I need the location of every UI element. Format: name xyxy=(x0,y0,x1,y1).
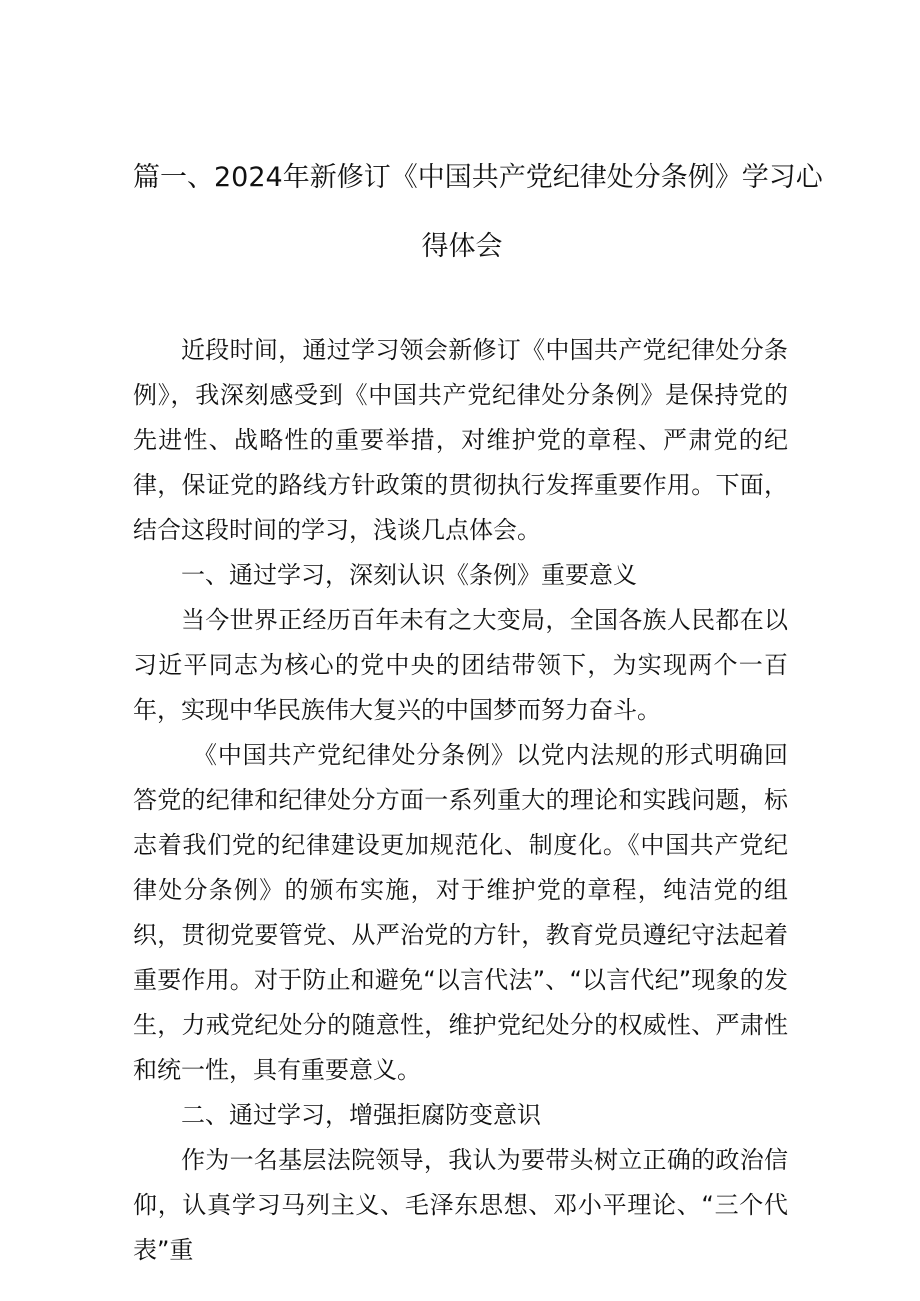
section-heading-1: 一、通过学习，深刻认识《条例》重要意义 xyxy=(181,561,637,589)
paragraph-section1-b: 《中国共产党纪律处分条例》以党内法规的形式明确回答党的纪律和纪律处分方面一系列重大的理论和实践问题，标志着我们党的纪律建设更加规范化、制度化。《中国共产党纪律处分条例》的颁布实施，对于维护党的章程，纯洁党的组织，贯彻党要管党、从严治党的方针，教育党员遵纪守法起着重要作用。对于防止和避免“以言代法”、“以言代纪”现象的发生，力戒党纪处分的随意性，维护党纪处分的权威性、严肃性和统一性，具有重要意义。 xyxy=(133,741,788,1084)
document-title-line-2: 得体会 xyxy=(421,231,503,262)
paragraph-section2-a: 作为一名基层法院领导，我认为要带头树立正确的政治信仰，认真学习马列主义、毛泽东思想、邓小平理论、“三个代表”重 xyxy=(133,1146,788,1264)
paragraph-section1-a: 当今世界正经历百年未有之大变局，全国各族人民都在以习近平同志为核心的党中央的团结带领下，为实现两个一百年，实现中华民族伟大复兴的中国梦而努力奋斗。 xyxy=(133,606,788,724)
paragraph-intro: 近段时间，通过学习领会新修订《中国共产党纪律处分条例》，我深刻感受到《中国共产党纪律处分条例》是保持党的先进性、战略性的重要举措，对维护党的章程、严肃党的纪律，保证党的路线方针政策的贯彻执行发挥重要作用。下面，结合这段时间的学习，浅谈几点体会。 xyxy=(133,336,788,544)
document-title-line-1: 篇一、2024年新修订《中国共产党纪律处分条例》学习心 xyxy=(133,162,823,193)
document-body xyxy=(133,328,788,1273)
section-heading-2: 二、通过学习，增强拒腐防变意识 xyxy=(181,1101,541,1129)
